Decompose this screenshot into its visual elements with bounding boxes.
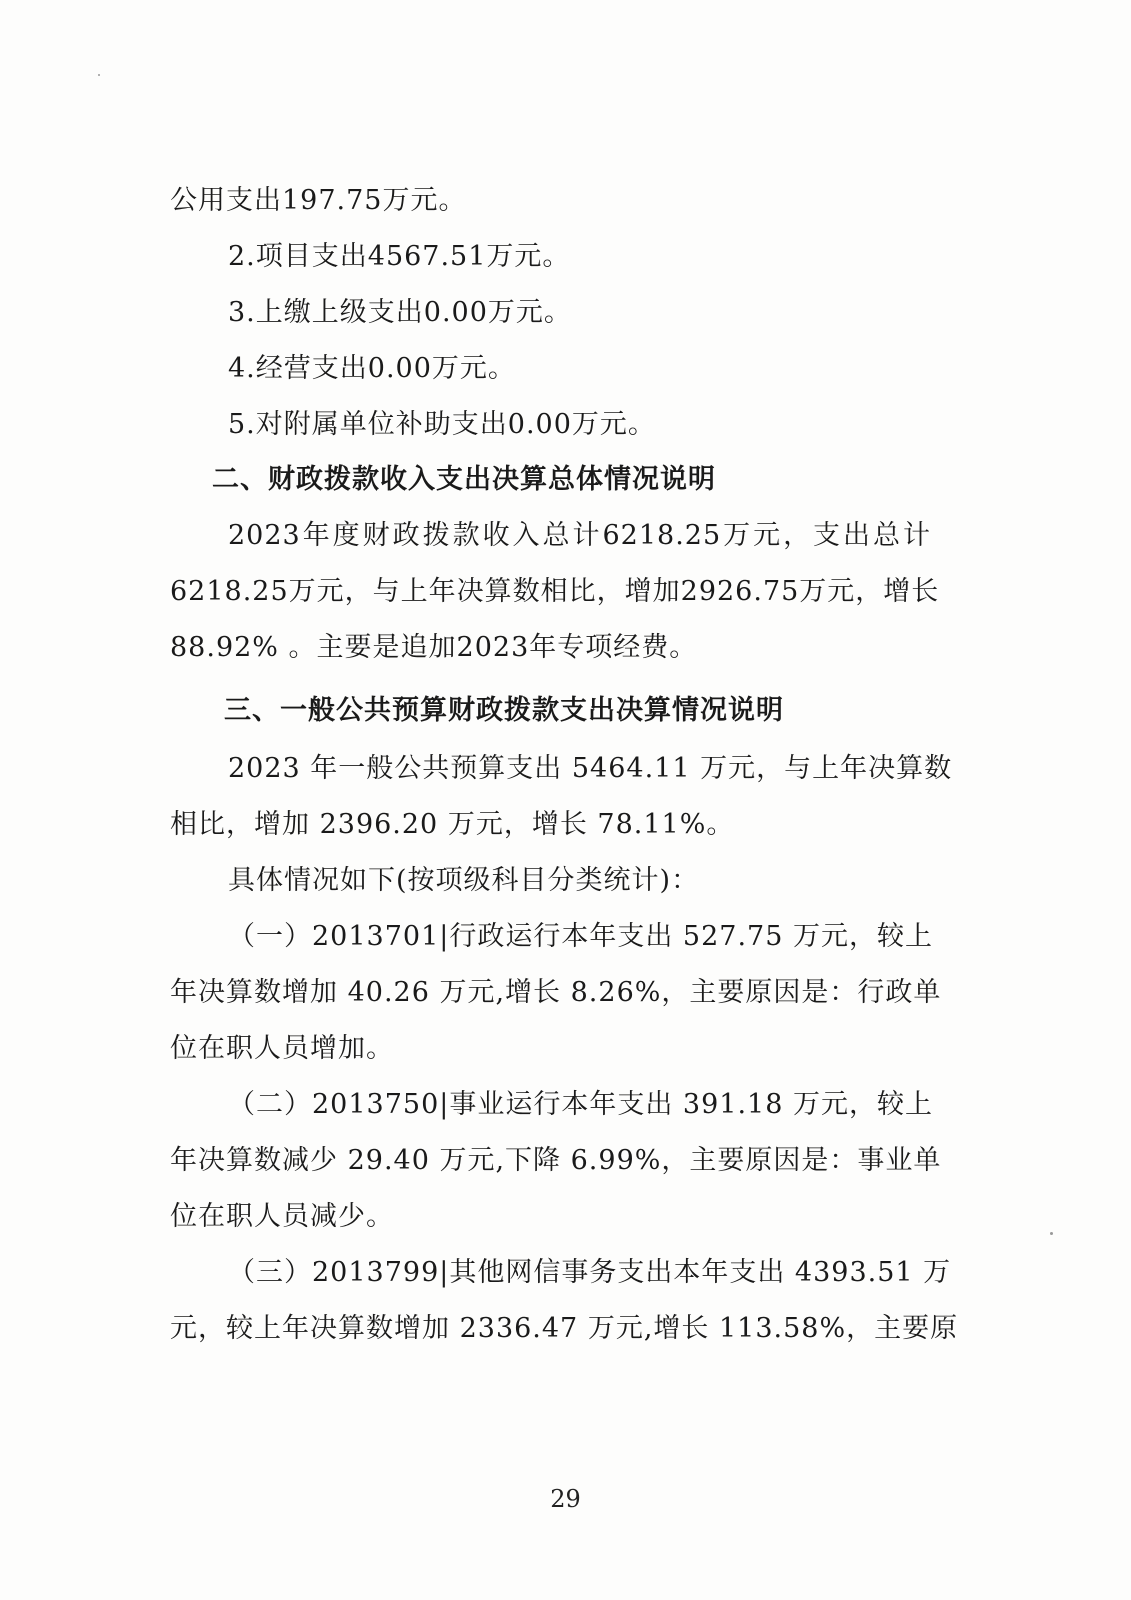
page-number: 29 bbox=[550, 1485, 581, 1513]
paragraph-line: 6218.25万元，与上年决算数相比，增加2926.75万元，增长 bbox=[170, 576, 940, 607]
item-line: 位在职人员减少。 bbox=[170, 1201, 394, 1232]
list-item-operating-expense: 4.经营支出0.00万元。 bbox=[228, 353, 516, 384]
list-item-project-expense: 2.项目支出4567.51万元。 bbox=[228, 241, 571, 272]
item-line: 元，较上年决算数增加 2336.47 万元,增长 113.58%，主要原 bbox=[170, 1313, 959, 1344]
section-heading-2: 二、财政拨款收入支出决算总体情况说明 bbox=[212, 464, 716, 495]
scan-speck bbox=[1050, 1232, 1053, 1235]
scan-speck bbox=[98, 74, 100, 76]
item-line: 年决算数减少 29.40 万元,下降 6.99%，主要原因是：事业单 bbox=[170, 1145, 942, 1176]
paragraph-line: 具体情况如下(按项级科目分类统计)： bbox=[228, 865, 700, 896]
item-line: （一）2013701|行政运行本年支出 527.75 万元，较上 bbox=[228, 921, 933, 952]
list-item-subsidiary-expense: 5.对附属单位补助支出0.00万元。 bbox=[228, 409, 656, 440]
paragraph-line: 2023年度财政拨款收入总计6218.25万元，支出总计 bbox=[228, 520, 931, 551]
paragraph-line: 2023 年一般公共预算支出 5464.11 万元，与上年决算数 bbox=[228, 753, 953, 784]
list-item-upper-level-expense: 3.上缴上级支出0.00万元。 bbox=[228, 297, 572, 328]
text-line: 公用支出197.75万元。 bbox=[170, 185, 467, 216]
item-line: （二）2013750|事业运行本年支出 391.18 万元，较上 bbox=[228, 1089, 933, 1120]
item-line: （三）2013799|其他网信事务支出本年支出 4393.51 万 bbox=[228, 1257, 952, 1288]
section-heading-3: 三、一般公共预算财政拨款支出决算情况说明 bbox=[224, 695, 784, 726]
paragraph-line: 相比，增加 2396.20 万元，增长 78.11%。 bbox=[170, 809, 735, 840]
paragraph-line: 88.92% 。主要是追加2023年专项经费。 bbox=[170, 632, 698, 663]
item-line: 年决算数增加 40.26 万元,增长 8.26%，主要原因是：行政单 bbox=[170, 977, 942, 1008]
item-line: 位在职人员增加。 bbox=[170, 1033, 394, 1064]
